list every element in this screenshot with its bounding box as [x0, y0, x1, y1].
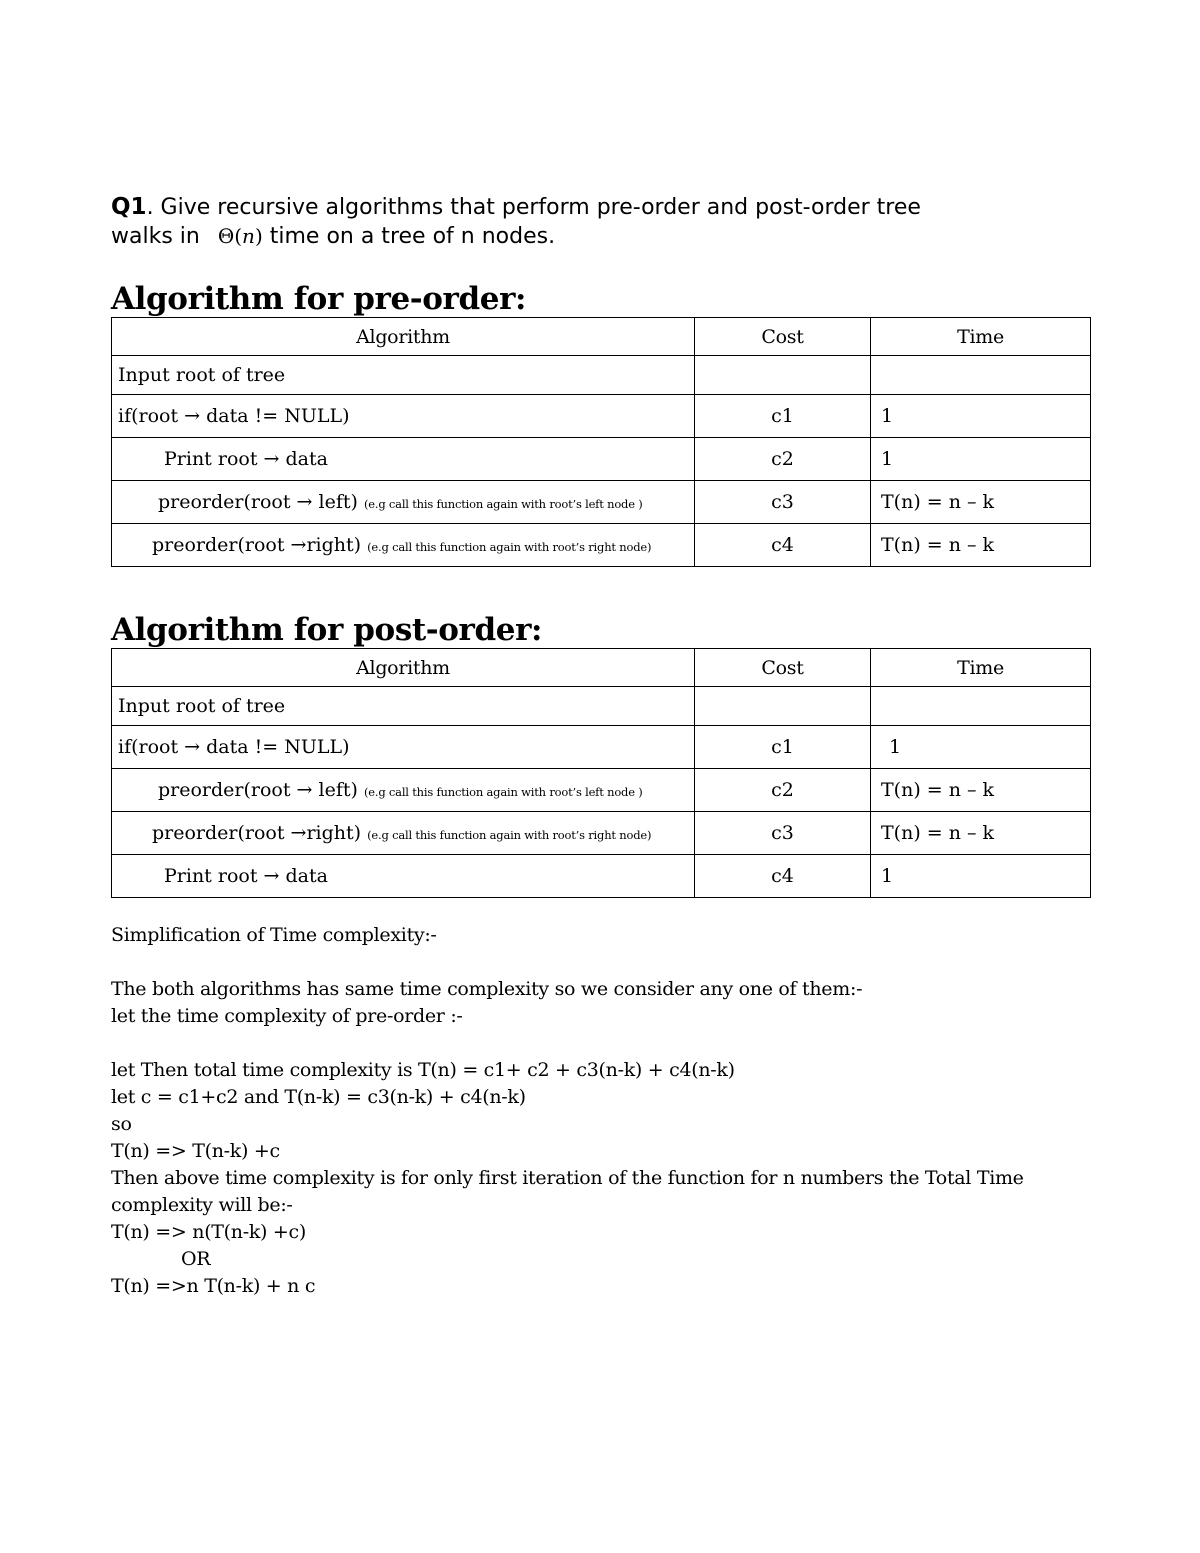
header-time: Time: [871, 318, 1091, 356]
header-time: Time: [871, 649, 1091, 687]
algorithm-note: (e.g call this function again with root’s left node ): [363, 785, 643, 799]
preorder-table: [111, 317, 1091, 567]
time-cell: [871, 356, 1091, 395]
text-line: Then above time complexity is for only first iteration of the function for n numbers the Total Time: [111, 1167, 1024, 1189]
algorithm-cell: Input root of tree: [112, 356, 695, 395]
algorithm-note: (e.g call this function again with root’s left node ): [363, 497, 643, 511]
algorithm-cell: preorder(root →right) (e.g call this function again with root’s right node): [112, 812, 695, 855]
table-row: [112, 726, 1091, 769]
time-cell: 1: [871, 726, 1091, 769]
simplification-title: Simplification of Time complexity:-: [111, 924, 437, 946]
cost-cell: c4: [695, 524, 871, 567]
algorithm-cell: if(root → data != NULL): [112, 726, 695, 769]
algorithm-cell: Print root → data: [112, 855, 695, 898]
cost-cell: [695, 356, 871, 395]
question-number: Q1: [111, 194, 147, 220]
time-cell: T(n) = n – k: [871, 524, 1091, 567]
table-row: [112, 395, 1091, 438]
text-line: let Then total time complexity is T(n) = c1+ c2 + c3(n-k) + c4(n-k): [111, 1059, 735, 1081]
time-cell: 1: [871, 395, 1091, 438]
algorithm-note: (e.g call this function again with root’s right node): [367, 540, 652, 554]
time-cell: T(n) = n – k: [871, 812, 1091, 855]
table-row: [112, 524, 1091, 567]
algorithm-cell: preorder(root → left) (e.g call this function again with root’s left node ): [112, 481, 695, 524]
algorithm-cell: Print root → data: [112, 438, 695, 481]
table-row: [112, 769, 1091, 812]
table-row: [112, 687, 1091, 726]
time-cell: 1: [871, 855, 1091, 898]
text-line: let the time complexity of pre-order :-: [111, 1005, 463, 1027]
text-line: T(n) =>n T(n-k) + n c: [111, 1275, 316, 1297]
table-row: [112, 438, 1091, 481]
time-cell: T(n) = n – k: [871, 481, 1091, 524]
text-line: T(n) => T(n-k) +c: [111, 1140, 280, 1162]
header-cost: Cost: [695, 318, 871, 356]
algorithm-cell: preorder(root → left) (e.g call this function again with root’s left node ): [112, 769, 695, 812]
cost-cell: [695, 687, 871, 726]
cost-cell: c1: [695, 726, 871, 769]
cost-cell: c1: [695, 395, 871, 438]
algorithm-cell: Input root of tree: [112, 687, 695, 726]
table-row: [112, 481, 1091, 524]
simplification-section: [111, 922, 1091, 1300]
question-text: [111, 193, 1091, 251]
question-line2-start: walks in: [111, 224, 200, 249]
theta-notation: Θ(n): [217, 224, 263, 248]
text-line: T(n) => n(T(n-k) +c): [111, 1221, 306, 1243]
text-line: complexity will be:-: [111, 1194, 293, 1216]
time-cell: [871, 687, 1091, 726]
table-header-row: [112, 318, 1091, 356]
algorithm-cell: preorder(root →right) (e.g call this function again with root’s right node): [112, 524, 695, 567]
table-row: [112, 855, 1091, 898]
postorder-table: [111, 648, 1091, 898]
text-line: OR: [181, 1248, 211, 1270]
time-cell: 1: [871, 438, 1091, 481]
algorithm-cell: if(root → data != NULL): [112, 395, 695, 438]
cost-cell: c2: [695, 769, 871, 812]
header-cost: Cost: [695, 649, 871, 687]
cost-cell: c3: [695, 812, 871, 855]
table-row: [112, 356, 1091, 395]
header-algorithm: Algorithm: [112, 318, 695, 356]
document-page: [111, 193, 1091, 1300]
table-row: [112, 812, 1091, 855]
text-line: so: [111, 1113, 132, 1135]
preorder-heading: Algorithm for pre-order:: [111, 281, 527, 317]
postorder-heading: Algorithm for post-order:: [111, 612, 543, 648]
time-cell: T(n) = n – k: [871, 769, 1091, 812]
cost-cell: c3: [695, 481, 871, 524]
cost-cell: c2: [695, 438, 871, 481]
text-line: let c = c1+c2 and T(n-k) = c3(n-k) + c4(n-k): [111, 1086, 526, 1108]
question-line2-end: time on a tree of n nodes.: [262, 224, 556, 249]
question-line1: . Give recursive algorithms that perform pre-order and post-order tree: [146, 195, 921, 220]
algorithm-note: (e.g call this function again with root’s right node): [367, 828, 652, 842]
cost-cell: c4: [695, 855, 871, 898]
text-line: The both algorithms has same time complexity so we consider any one of them:-: [111, 978, 863, 1000]
table-header-row: [112, 649, 1091, 687]
header-algorithm: Algorithm: [112, 649, 695, 687]
